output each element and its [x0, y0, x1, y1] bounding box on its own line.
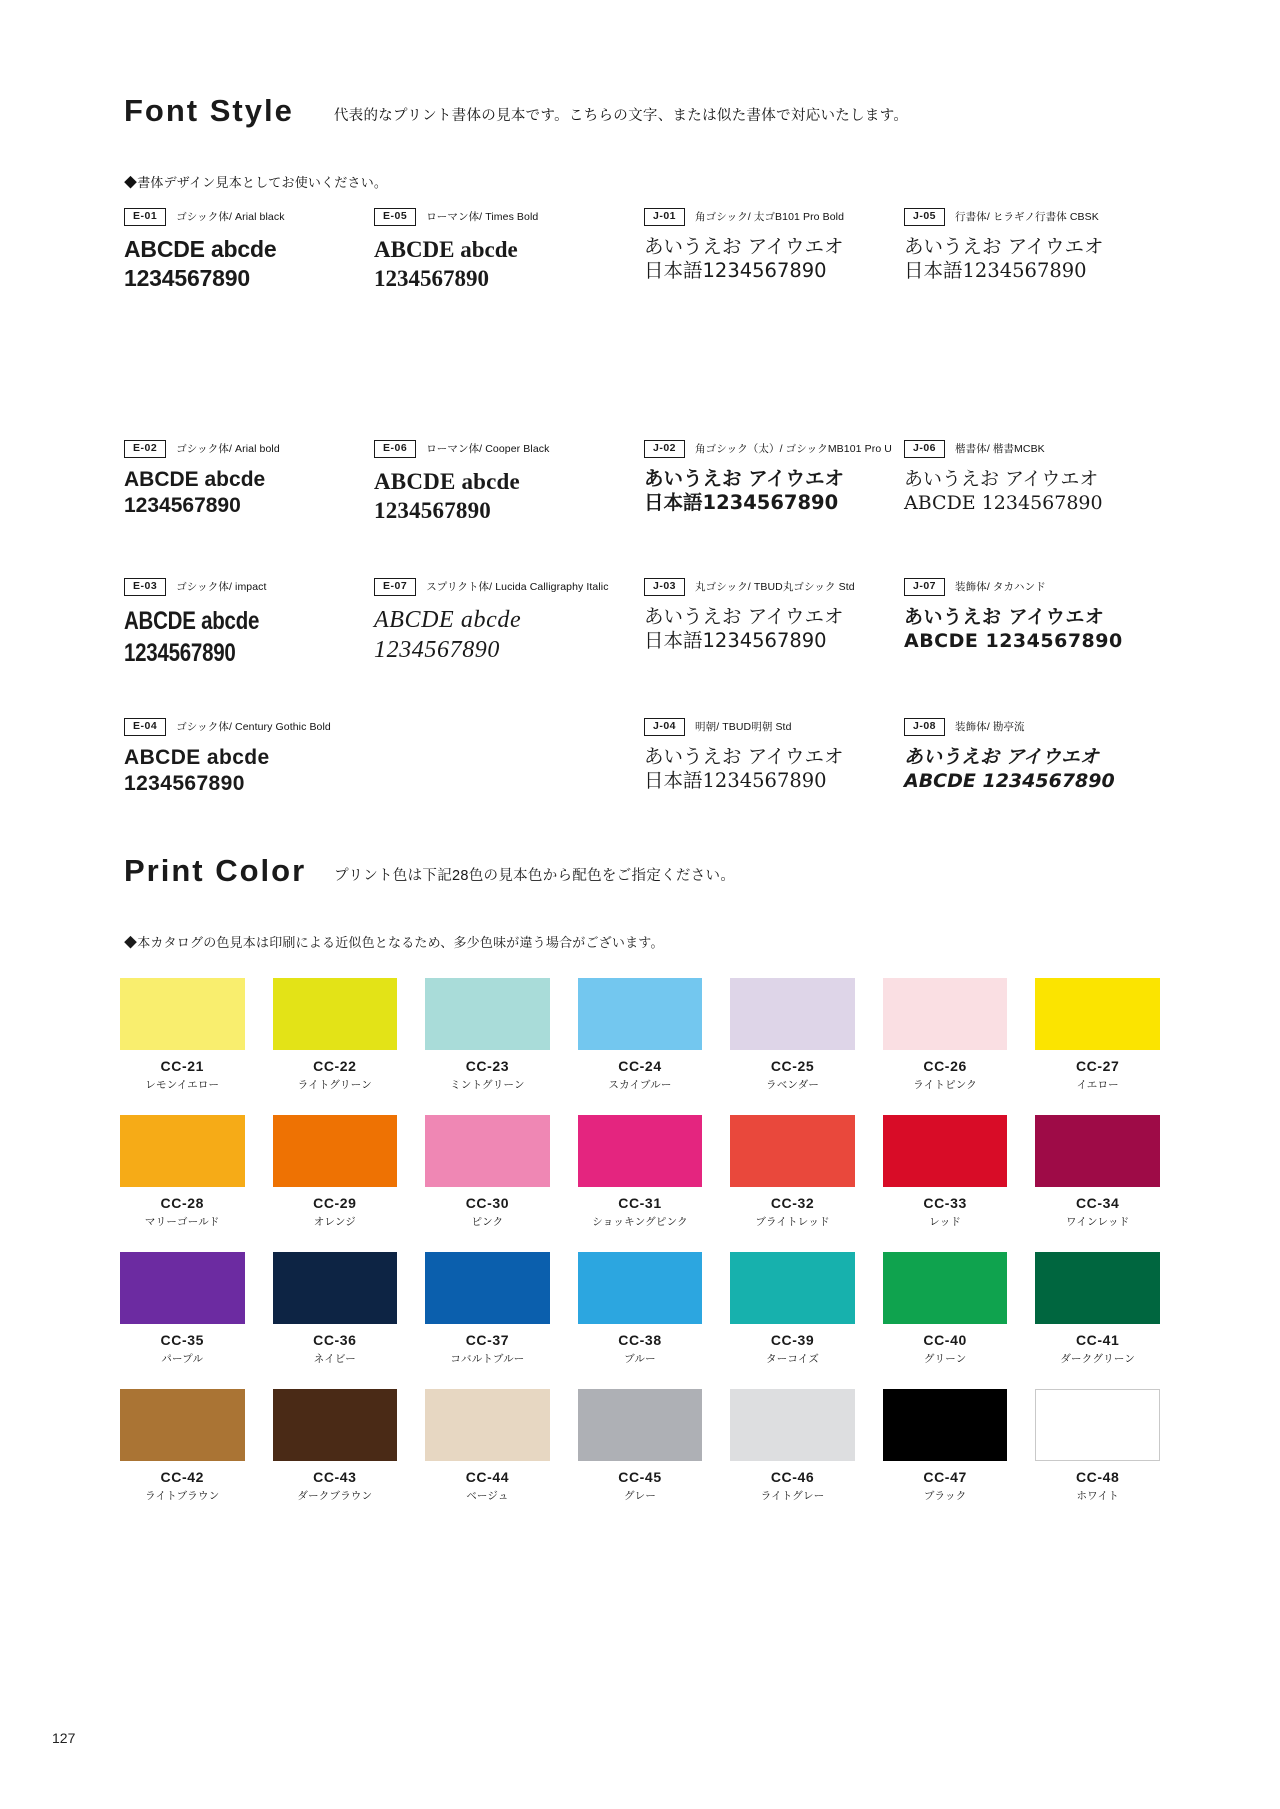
- font-sample-e-04: [124, 718, 331, 798]
- font-style-title: Font Style: [124, 93, 294, 128]
- font-style-note: ◆書体デザイン見本としてお使いください。: [124, 175, 388, 190]
- color-code: CC-22: [313, 1058, 357, 1074]
- color-code: CC-38: [618, 1332, 662, 1348]
- font-sample-e-06: [374, 440, 549, 525]
- color-code: CC-21: [160, 1058, 205, 1074]
- font-sample-line2: 1234567890: [124, 638, 236, 667]
- font-code-badge: E-07: [374, 578, 416, 596]
- color-swatch[interactable]: [273, 978, 398, 1092]
- color-swatch[interactable]: [730, 1252, 855, 1366]
- color-name: スカイブルー: [608, 1079, 672, 1091]
- color-name: ライトブラウン: [145, 1490, 220, 1502]
- color-name: ミントグリーン: [450, 1079, 525, 1091]
- color-code: CC-36: [313, 1332, 357, 1348]
- font-sample-line2: 日本語1234567890: [644, 769, 827, 793]
- font-code-badge: E-06: [374, 440, 416, 458]
- font-sample-e-05: [374, 208, 538, 293]
- font-sample-line1: ABCDE abcde: [124, 235, 277, 262]
- font-sample-e-07: [374, 578, 609, 666]
- color-chip[interactable]: [578, 1252, 703, 1324]
- font-sample-line1: あいうえお アイウエオ: [644, 604, 844, 628]
- font-code-badge: E-05: [374, 208, 416, 226]
- color-chip[interactable]: [425, 1389, 550, 1461]
- font-description: ローマン体/ Cooper Black: [426, 443, 550, 456]
- color-swatch[interactable]: [730, 978, 855, 1092]
- color-swatch[interactable]: [273, 1389, 398, 1503]
- color-chip[interactable]: [578, 978, 703, 1050]
- color-chip[interactable]: [425, 978, 550, 1050]
- font-code-badge: E-04: [124, 718, 166, 736]
- color-chip[interactable]: [425, 1115, 550, 1187]
- color-code: CC-31: [618, 1195, 662, 1211]
- font-sample-line2: 日本語1234567890: [644, 259, 827, 283]
- font-sample-j-02: [644, 440, 892, 516]
- color-name: ピンク: [471, 1216, 504, 1228]
- color-swatch[interactable]: [730, 1115, 855, 1229]
- color-swatch[interactable]: [883, 1252, 1008, 1366]
- color-swatch[interactable]: [1035, 1115, 1160, 1229]
- font-sample-line1: あいうえお アイウエオ: [904, 467, 1099, 490]
- font-description: ゴシック体/ Arial black: [176, 211, 285, 224]
- font-description: 明朝/ TBUD明朝 Std: [695, 721, 792, 734]
- font-code-badge: J-04: [644, 718, 685, 736]
- color-swatch[interactable]: [578, 978, 703, 1092]
- color-swatch[interactable]: [273, 1252, 398, 1366]
- font-code-badge: J-03: [644, 578, 685, 596]
- font-sample-e-03: [124, 578, 289, 669]
- font-description: 楷書体/ 楷書MCBK: [955, 443, 1045, 456]
- color-chip[interactable]: [425, 1252, 550, 1324]
- color-code: CC-24: [618, 1058, 662, 1074]
- font-code-badge: E-02: [124, 440, 166, 458]
- font-sample-line1: ABCDE abcde: [124, 467, 266, 491]
- font-sample-line1: ABCDE abcde: [374, 606, 522, 633]
- color-name: ブルー: [624, 1353, 656, 1365]
- font-description: ゴシック体/ Century Gothic Bold: [176, 721, 331, 734]
- color-code: CC-30: [465, 1195, 510, 1211]
- font-description: スプリクト体/ Lucida Calligraphy Italic: [426, 581, 609, 594]
- color-chip[interactable]: [273, 1115, 398, 1187]
- font-code-badge: J-05: [904, 208, 945, 226]
- color-swatch[interactable]: [425, 1115, 550, 1229]
- color-chip[interactable]: [1035, 1115, 1160, 1187]
- color-code: CC-26: [923, 1058, 967, 1074]
- color-name: ライトグレー: [760, 1490, 825, 1502]
- color-swatch[interactable]: [578, 1115, 703, 1229]
- color-chip[interactable]: [730, 1252, 855, 1324]
- font-description: 行書体/ ヒラギノ行書体 CBSK: [955, 211, 1099, 224]
- color-name: ブラック: [923, 1490, 967, 1502]
- color-swatch[interactable]: [1035, 1252, 1160, 1366]
- color-swatch[interactable]: [578, 1252, 703, 1366]
- color-name: ベージュ: [466, 1490, 509, 1502]
- color-chip[interactable]: [730, 1389, 855, 1461]
- font-sample-j-07: [904, 578, 1123, 653]
- color-name: グレー: [623, 1490, 657, 1502]
- color-name: ワインレッド: [1065, 1216, 1130, 1228]
- color-swatch[interactable]: [1035, 978, 1160, 1092]
- color-chip[interactable]: [1035, 978, 1160, 1050]
- font-sample-line2: ABCDE 1234567890: [904, 629, 1123, 652]
- page-number: 127: [52, 1730, 76, 1746]
- color-code: CC-44: [465, 1469, 510, 1485]
- color-code: CC-25: [770, 1058, 815, 1074]
- color-swatch[interactable]: [120, 1115, 245, 1229]
- font-code-badge: J-01: [644, 208, 685, 226]
- color-swatch[interactable]: [425, 978, 550, 1092]
- color-chip[interactable]: [120, 1115, 245, 1187]
- color-name: グリーン: [923, 1353, 967, 1365]
- font-sample-line1: ABCDE abcde: [374, 468, 520, 494]
- color-name: ライトピンク: [913, 1079, 977, 1091]
- font-code-badge: J-08: [904, 718, 945, 736]
- color-name: レッド: [929, 1216, 962, 1228]
- color-code: CC-28: [160, 1195, 205, 1211]
- font-sample-line2: 1234567890: [124, 264, 250, 291]
- color-code: CC-43: [313, 1469, 357, 1485]
- color-name: ターコイズ: [766, 1353, 820, 1365]
- font-code-badge: E-01: [124, 208, 166, 226]
- print-color-note: ◆本カタログの色見本は印刷による近似色となるため、多少色味が違う場合がございます。: [124, 935, 664, 950]
- font-sample-line2: ABCDE 1234567890: [904, 491, 1103, 514]
- color-swatch[interactable]: [120, 1389, 245, 1503]
- color-code: CC-39: [770, 1332, 815, 1348]
- font-sample-line2: 1234567890: [374, 637, 500, 664]
- color-name: マリーゴールド: [144, 1216, 220, 1228]
- font-code-badge: J-02: [644, 440, 685, 458]
- color-name: パープル: [161, 1353, 204, 1365]
- print-color-header: [124, 855, 735, 886]
- font-code-badge: E-03: [124, 578, 166, 596]
- color-code: CC-42: [160, 1469, 205, 1485]
- color-swatch[interactable]: [120, 978, 245, 1092]
- color-chip[interactable]: [730, 978, 855, 1050]
- font-description: ローマン体/ Times Bold: [426, 211, 539, 224]
- font-sample-line1: ABCDE abcde: [124, 745, 270, 769]
- color-name: オレンジ: [313, 1216, 356, 1228]
- color-code: CC-33: [923, 1195, 967, 1211]
- color-code: CC-35: [160, 1332, 205, 1348]
- font-sample-line2: 1234567890: [374, 497, 491, 523]
- font-sample-j-06: [904, 440, 1103, 515]
- font-sample-line2: 日本語1234567890: [644, 629, 827, 653]
- color-code: CC-41: [1075, 1332, 1120, 1348]
- color-name: ホワイト: [1076, 1490, 1119, 1502]
- color-name: ネイビー: [313, 1353, 356, 1365]
- color-swatch[interactable]: [730, 1389, 855, 1503]
- font-description: ゴシック体/ impact: [176, 581, 267, 594]
- font-description: 角ゴシック（太）/ ゴシックMB101 Pro U: [695, 443, 892, 456]
- font-sample-line1: あいうえお アイウエオ: [904, 605, 1105, 628]
- color-swatch[interactable]: [578, 1389, 703, 1503]
- color-chip[interactable]: [883, 1389, 1008, 1461]
- color-code: CC-45: [618, 1469, 662, 1485]
- font-sample-line2: 日本語1234567890: [904, 259, 1087, 283]
- color-chip[interactable]: [883, 978, 1008, 1050]
- print-color-title: Print Color: [124, 853, 307, 888]
- color-name: レモンイエロー: [145, 1079, 220, 1091]
- color-swatch[interactable]: [120, 1252, 245, 1366]
- font-sample-j-03: [644, 578, 855, 654]
- font-sample-e-02: [124, 440, 280, 520]
- color-code: CC-37: [465, 1332, 510, 1348]
- font-sample-j-04: [644, 718, 843, 794]
- font-description: ゴシック体/ Arial bold: [176, 443, 280, 456]
- color-name: ライトグリーン: [297, 1079, 372, 1091]
- font-sample-line1: ABCDE abcde: [374, 236, 518, 262]
- font-description: 角ゴシック/ 太ゴB101 Pro Bold: [695, 211, 845, 224]
- color-code: CC-47: [923, 1469, 967, 1485]
- print-color-subtitle: プリント色は下記28色の見本色から配色をご指定ください。: [334, 867, 736, 884]
- font-sample-line2: 日本語1234567890: [644, 491, 839, 515]
- font-sample-j-01: [644, 208, 844, 284]
- font-style-header: [124, 95, 908, 126]
- color-code: CC-46: [770, 1469, 815, 1485]
- color-chip[interactable]: [1035, 1389, 1160, 1461]
- font-description: 丸ゴシック/ TBUD丸ゴシック Std: [695, 581, 855, 594]
- color-swatch[interactable]: [883, 1115, 1008, 1229]
- color-name: ダークブラウン: [297, 1490, 373, 1502]
- color-name: ダークグリーン: [1060, 1353, 1136, 1365]
- color-chip[interactable]: [120, 978, 245, 1050]
- color-code: CC-32: [770, 1195, 815, 1211]
- font-sample-line2: ABCDE 1234567890: [904, 769, 1115, 792]
- font-code-badge: J-07: [904, 578, 945, 596]
- color-swatch[interactable]: [883, 978, 1008, 1092]
- font-code-badge: J-06: [904, 440, 945, 458]
- color-name: コバルトブルー: [450, 1353, 525, 1365]
- color-swatch[interactable]: [1035, 1389, 1160, 1503]
- font-sample-line2: 1234567890: [124, 772, 245, 796]
- color-swatch[interactable]: [273, 1115, 398, 1229]
- color-swatch[interactable]: [425, 1389, 550, 1503]
- font-sample-line1: あいうえお アイウエオ: [644, 744, 844, 768]
- font-sample-line2: 1234567890: [124, 494, 241, 518]
- color-chip[interactable]: [273, 1389, 398, 1461]
- font-sample-line1: あいうえお アイウエオ: [904, 745, 1099, 768]
- color-chip[interactable]: [120, 1389, 245, 1461]
- color-chip[interactable]: [120, 1252, 245, 1324]
- color-name: ショッキングピンク: [592, 1216, 688, 1228]
- color-code: CC-40: [923, 1332, 967, 1348]
- color-code: CC-23: [465, 1058, 510, 1074]
- font-sample-j-05: [904, 208, 1103, 284]
- font-sample-j-08: [904, 718, 1115, 793]
- font-sample-line1: あいうえお アイウエオ: [644, 466, 845, 490]
- font-sample-line1: あいうえお アイウエオ: [904, 234, 1104, 258]
- color-chip[interactable]: [730, 1115, 855, 1187]
- color-swatch-grid: [120, 978, 1160, 1503]
- font-description: 装飾体/ 勘亭流: [955, 721, 1025, 734]
- color-code: CC-29: [313, 1195, 357, 1211]
- font-sample-line1: ABCDE abcde: [124, 606, 260, 635]
- color-code: CC-34: [1075, 1195, 1120, 1211]
- color-chip[interactable]: [578, 1389, 703, 1461]
- color-name: ラベンダー: [766, 1079, 820, 1091]
- font-sample-line2: 1234567890: [374, 265, 489, 291]
- color-code: CC-48: [1075, 1469, 1120, 1485]
- color-chip[interactable]: [578, 1115, 703, 1187]
- font-style-subtitle: 代表的なプリント書体の見本です。こちらの文字、または似た書体で対応いたします。: [333, 107, 909, 124]
- color-chip[interactable]: [273, 978, 398, 1050]
- color-chip[interactable]: [883, 1115, 1008, 1187]
- font-sample-line1: あいうえお アイウエオ: [644, 234, 844, 258]
- color-name: ブライトレッド: [755, 1216, 830, 1228]
- font-sample-e-01: [124, 208, 285, 293]
- font-description: 装飾体/ タカハンド: [955, 581, 1046, 594]
- color-code: CC-27: [1075, 1058, 1120, 1074]
- color-swatch[interactable]: [425, 1252, 550, 1366]
- color-swatch[interactable]: [883, 1389, 1008, 1503]
- color-chip[interactable]: [883, 1252, 1008, 1324]
- color-chip[interactable]: [273, 1252, 398, 1324]
- color-name: イエロー: [1076, 1079, 1119, 1091]
- color-chip[interactable]: [1035, 1252, 1160, 1324]
